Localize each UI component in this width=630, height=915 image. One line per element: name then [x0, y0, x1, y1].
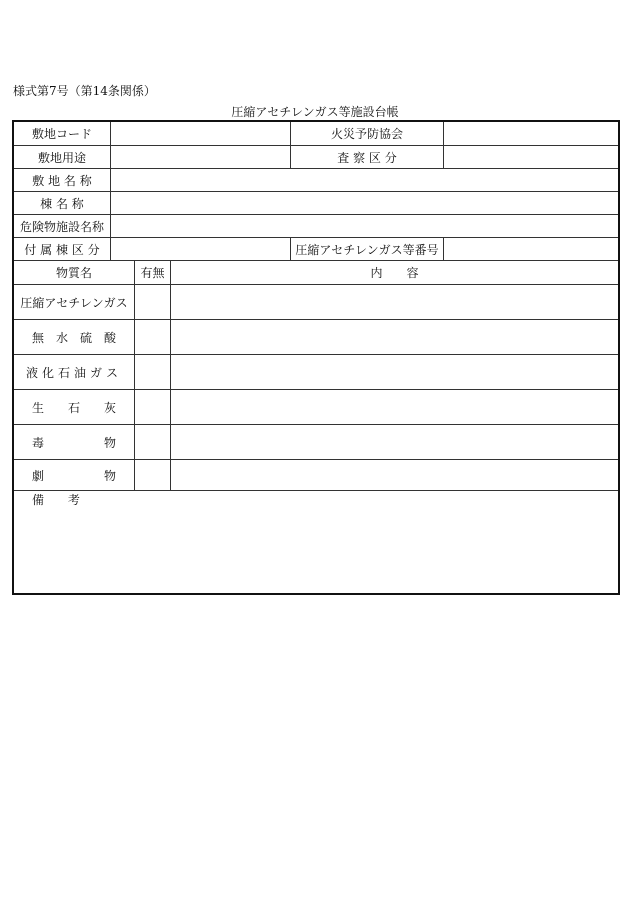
- inspection-class-field[interactable]: [444, 146, 618, 168]
- substance-row: [14, 390, 618, 425]
- substance-name: 毒 物: [14, 425, 135, 459]
- substance-row: [14, 460, 618, 491]
- substance-content[interactable]: [171, 425, 618, 459]
- site-use-label: 敷地用途: [14, 146, 111, 168]
- building-name-label: 棟 名 称: [14, 192, 111, 214]
- substance-row: [14, 355, 618, 390]
- annex-class-label: 付 属 棟 区 分: [14, 238, 111, 260]
- row-site-name: [14, 169, 618, 192]
- substance-name: 生 石 灰: [14, 390, 135, 424]
- substance-presence[interactable]: [135, 425, 171, 459]
- substance-name: 液化石油ガス: [14, 355, 135, 389]
- remarks-label: 備 考: [32, 493, 90, 507]
- gas-number-label: 圧縮アセチレンガス等番号: [291, 238, 444, 260]
- substance-content[interactable]: [171, 355, 618, 389]
- form-number: 様式第7号（第14条関係）: [13, 84, 156, 98]
- document-title: 圧縮アセチレンガス等施設台帳: [231, 105, 399, 119]
- substance-row: [14, 285, 618, 320]
- substance-presence[interactable]: [135, 390, 171, 424]
- site-code-label: 敷地コード: [14, 122, 111, 145]
- substance-presence[interactable]: [135, 355, 171, 389]
- fire-association-label: 火災予防協会: [291, 122, 444, 145]
- presence-header: 有無: [135, 261, 171, 284]
- ledger-table: [12, 120, 620, 595]
- site-name-label: 敷 地 名 称: [14, 169, 111, 191]
- substance-content[interactable]: [171, 285, 618, 319]
- substance-presence[interactable]: [135, 285, 171, 319]
- substance-presence[interactable]: [135, 320, 171, 354]
- site-use-field[interactable]: [111, 146, 291, 168]
- substances-header-row: [14, 261, 618, 285]
- substance-row: [14, 320, 618, 355]
- substance-name: 圧縮アセチレンガス: [14, 285, 135, 319]
- facility-name-field[interactable]: [111, 215, 618, 237]
- row-building-name: [14, 192, 618, 215]
- gas-number-field[interactable]: [444, 238, 618, 260]
- building-name-field[interactable]: [111, 192, 618, 214]
- site-code-field[interactable]: [111, 122, 291, 145]
- substance-name: 劇 物: [14, 460, 135, 490]
- facility-name-label: 危険物施設名称: [14, 215, 111, 237]
- row-facility-name: [14, 215, 618, 238]
- row-annex: [14, 238, 618, 261]
- annex-class-field[interactable]: [111, 238, 291, 260]
- substance-name: 無 水 硫 酸: [14, 320, 135, 354]
- site-name-field[interactable]: [111, 169, 618, 191]
- substance-content[interactable]: [171, 460, 618, 490]
- remarks-field[interactable]: [14, 491, 618, 593]
- substance-content[interactable]: [171, 320, 618, 354]
- fire-association-field[interactable]: [444, 122, 618, 145]
- substance-header: 物質名: [14, 261, 135, 284]
- substance-presence[interactable]: [135, 460, 171, 490]
- row-site-use: [14, 146, 618, 169]
- substance-content[interactable]: [171, 390, 618, 424]
- row-site-code: [14, 122, 618, 146]
- content-header: 内 容: [370, 266, 419, 280]
- inspection-class-label: 査 察 区 分: [291, 146, 444, 168]
- substance-row: [14, 425, 618, 460]
